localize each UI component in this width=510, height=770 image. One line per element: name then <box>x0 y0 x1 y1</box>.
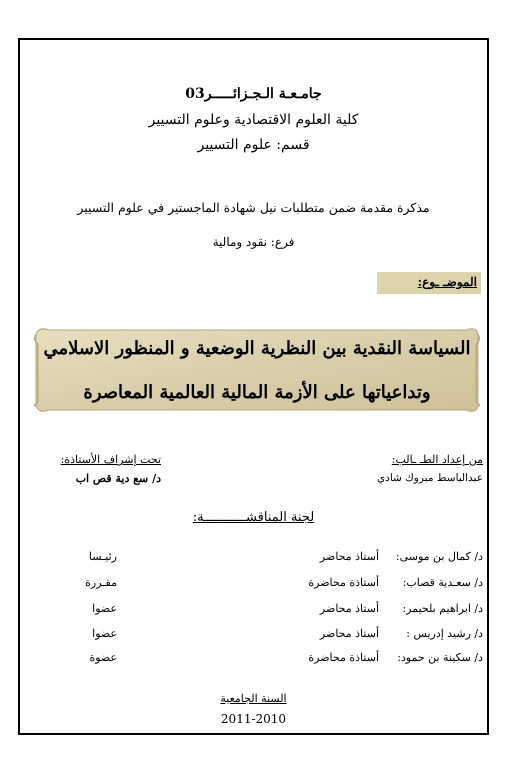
subject-label-box <box>377 272 481 294</box>
title-scroll-banner <box>30 322 484 418</box>
member-grade: أستاذة محاضرة <box>308 651 379 664</box>
member-role: عضوا <box>92 602 117 615</box>
academic-year-label: السنة الجامعية <box>220 692 287 705</box>
member-role: عضوا <box>92 627 117 640</box>
member-role: مقـررة <box>85 576 117 589</box>
student-name: عبدالباسط مبروك شادي <box>376 472 483 484</box>
member-grade: أستاذ محاضر <box>319 602 379 615</box>
subject-label: الموضـ ـوع: <box>417 275 477 289</box>
member-grade: أستاذ محاضر <box>319 550 379 563</box>
thesis-title-line-2: وتداعياتها على الأزمة المالية العالمية المعاصرة <box>83 382 431 403</box>
member-name: د/ رشيد إدريس : <box>406 627 483 640</box>
memo-description: مذكرة مقدمة ضمن متطلبات نيل شهادة الماجستير في علوم التسيير <box>77 200 430 215</box>
member-name: د/ ابراهيم بلحيمر: <box>402 602 483 615</box>
committee-row <box>16 550 487 570</box>
supervisor-name: د/ سع دية قص اب <box>75 472 161 485</box>
member-grade: أستاذ محاضر <box>319 627 379 640</box>
member-grade: أستاذة محاضرة <box>308 576 379 589</box>
member-name: د/ سعـدية قصاب: <box>402 576 483 589</box>
thesis-title-line-1: السياسة النقدية بين النظرية الوضعية و المنظور الاسلامي <box>43 338 471 359</box>
member-name: د/ سكينة بن حمود: <box>397 651 483 664</box>
academic-year-value: 2011-2010 <box>220 712 287 726</box>
supervisor-label: تحت إشراف الأستاذة: <box>60 453 161 466</box>
committee-row <box>16 627 487 647</box>
committee-title: لجنة المناقشـــــــــــة: <box>192 510 315 525</box>
committee-row <box>16 576 487 596</box>
member-role: عضوة <box>89 651 117 664</box>
page-border-frame <box>18 38 489 735</box>
committee-row <box>16 651 487 671</box>
member-role: رئيـسا <box>88 550 117 563</box>
scroll-banner-shape <box>30 322 484 418</box>
faculty-name: كلية العلوم الاقتصادية وعلوم التسيير <box>148 112 359 128</box>
prepared-by-label: من إعداد الطـ ـالب: <box>391 453 483 466</box>
university-name: جامـعـة الـجـزائـــــر03 <box>185 86 322 102</box>
committee-row <box>16 602 487 622</box>
branch-name: فرع: نقود ومالية <box>212 235 295 249</box>
member-name: د/ كمال بن موسى: <box>395 550 483 563</box>
department-name: قسم: علوم التسيير <box>197 137 310 153</box>
